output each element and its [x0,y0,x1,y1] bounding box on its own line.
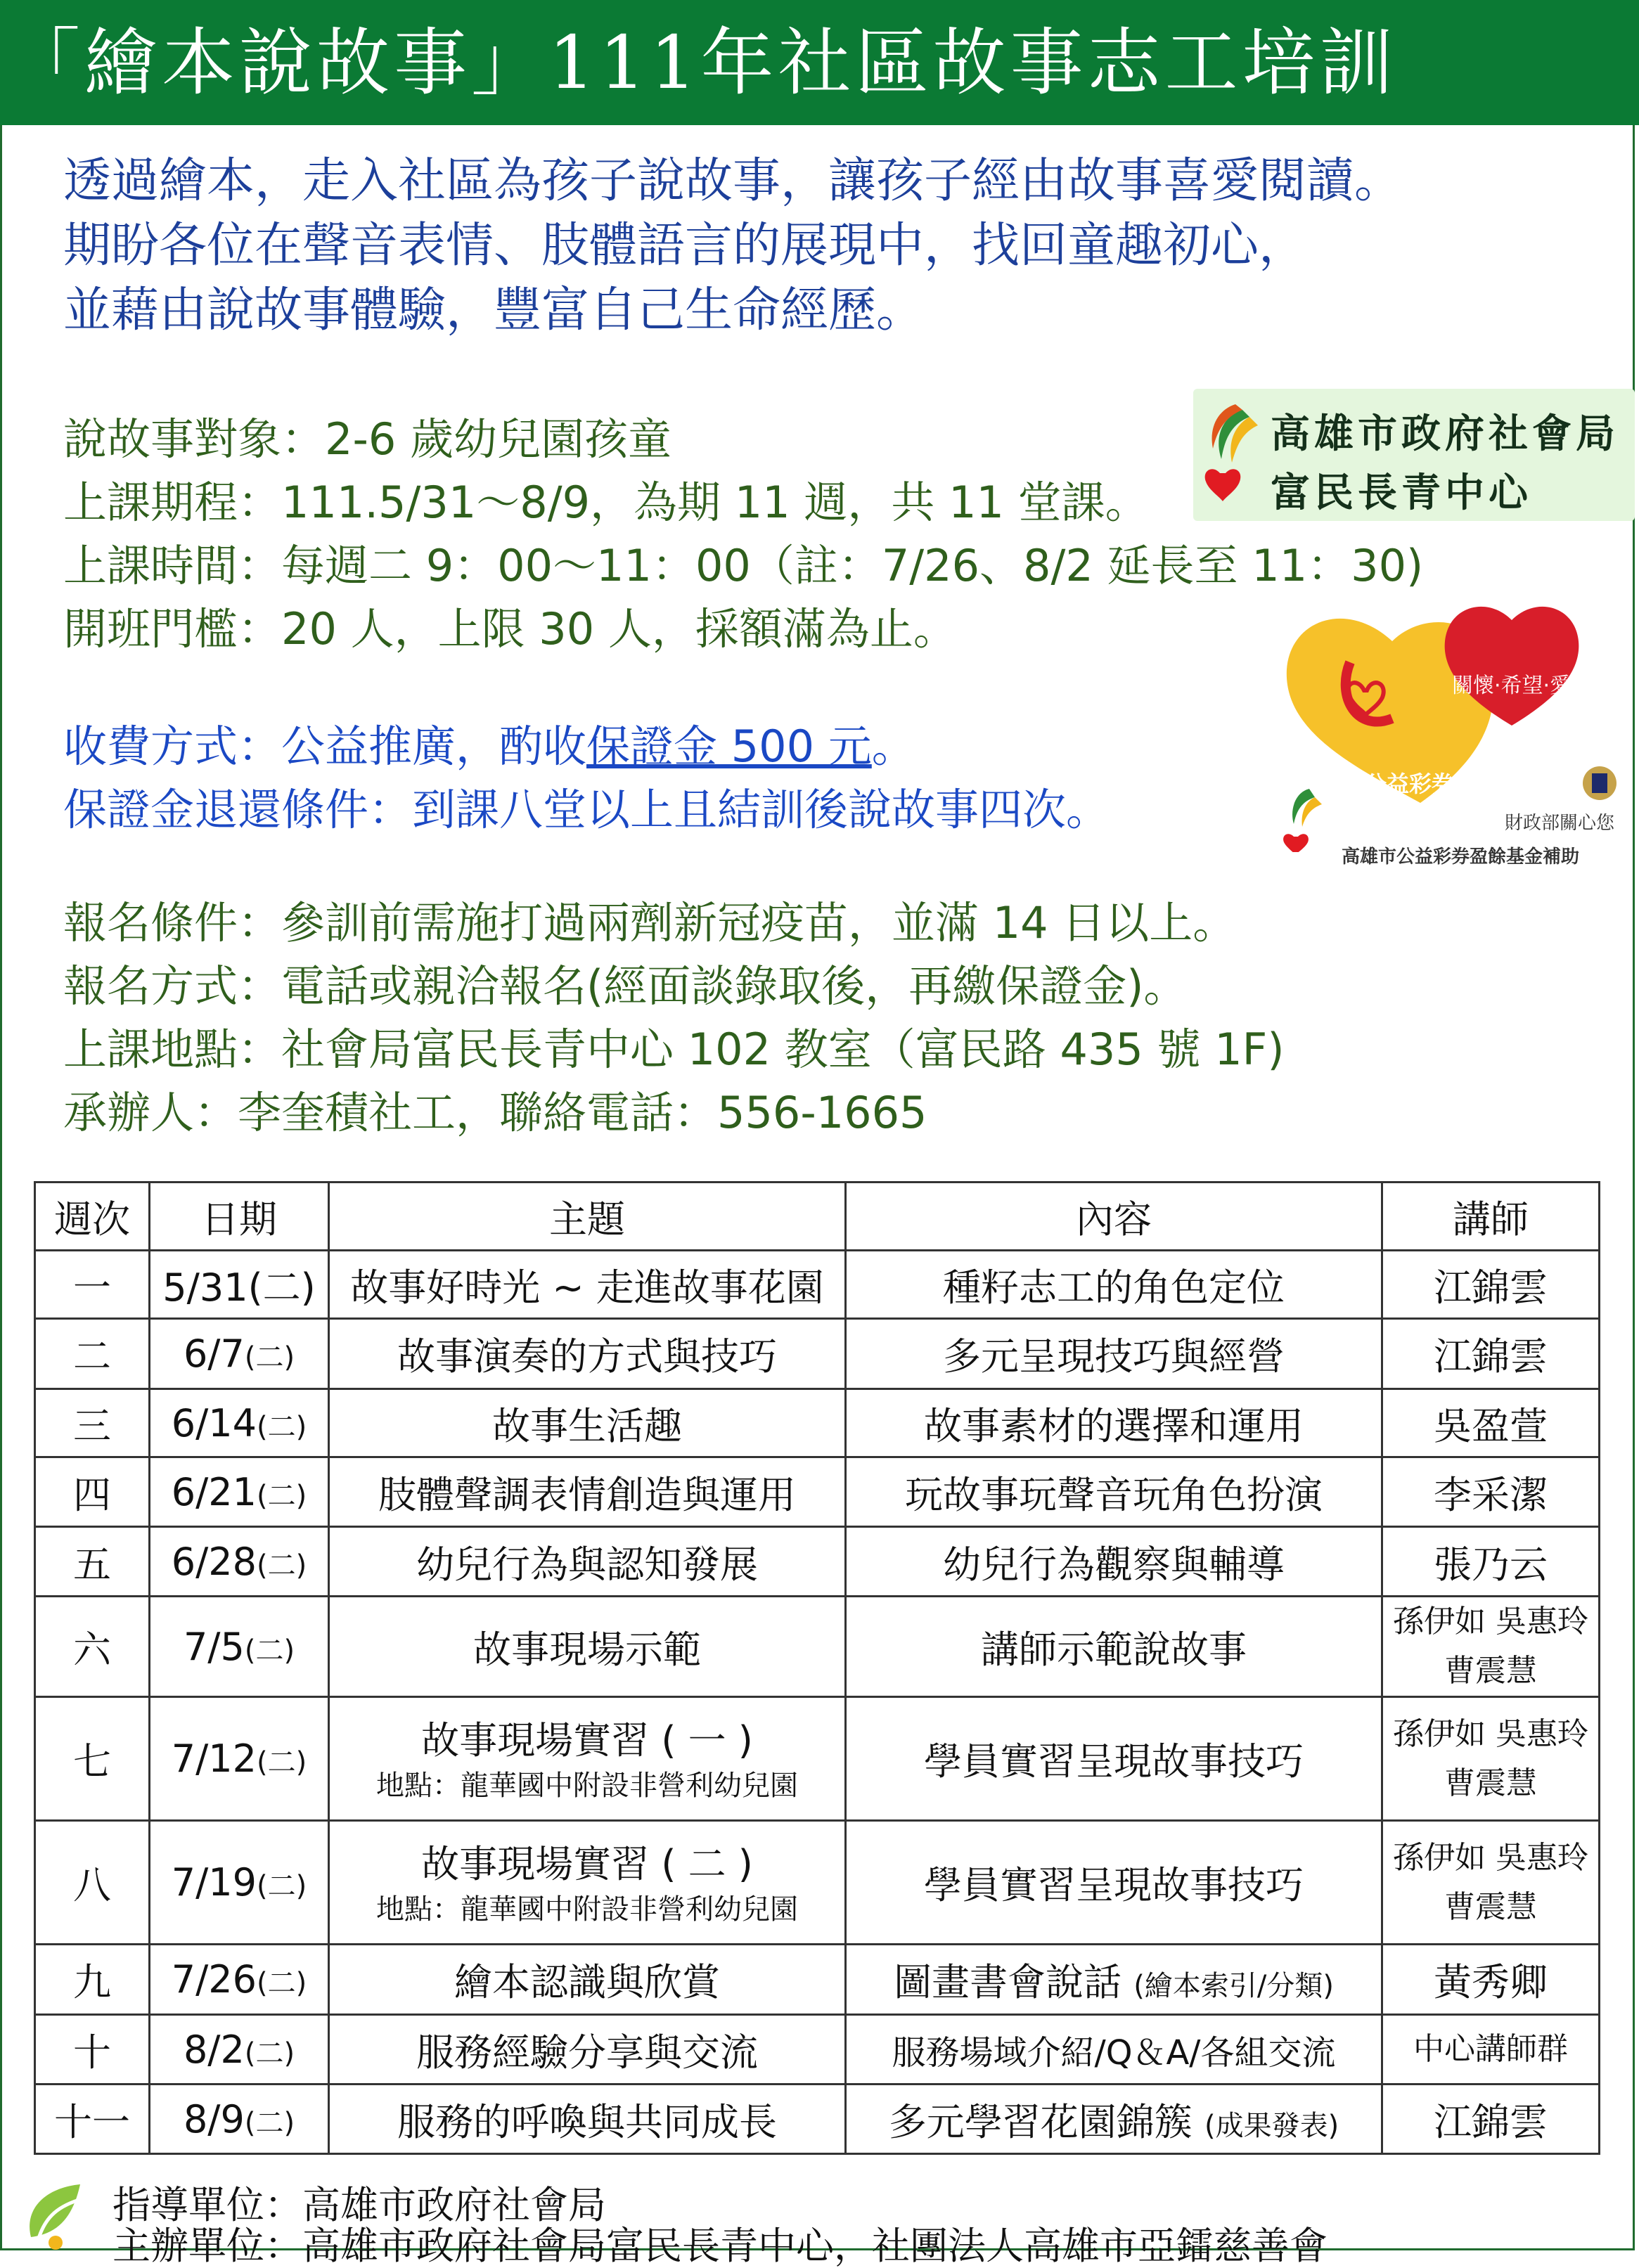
teacher-cell [1382,1697,1600,1821]
teacher-name-2: 曹震慧 [1444,1765,1537,1801]
date-cell [150,1389,329,1457]
org-emblem-icon [1193,389,1271,521]
schedule-table [34,1181,1600,2155]
header-content: 內容 [846,1183,1382,1251]
content-text: 多元呈現技巧與經營 [943,1334,1285,1379]
topic-cell [329,2085,846,2154]
teacher-cell [1382,1597,1600,1697]
date-value: 6/7 [183,1332,245,1376]
content-cell [846,1597,1382,1697]
fee-method: 收費方式：公益推廣，酌收保證金 500 元。 [63,721,915,772]
teacher-cell [1382,1389,1600,1457]
content-note: (繪本索引/分類) [1133,1970,1334,2002]
date-value: 5/31 [162,1265,248,1310]
teacher-name: 江錦雲 [1434,1265,1548,1310]
date-cell [150,1457,329,1527]
weekday-label: (二) [244,2037,295,2070]
registration-method: 報名方式：電話或親洽報名(經面談錄取後，再繳保證金)。 [63,960,1188,1012]
table-row [35,1527,1600,1597]
week-cell: 三 [35,1389,150,1457]
lottery-logo [1280,592,1635,873]
topic-text: 幼兒行為與認知發展 [416,1542,758,1587]
topic-cell [329,1597,846,1697]
weekday-label: (二) [244,1634,295,1667]
date-value: 8/9 [183,2096,245,2141]
content-text: 多元學習花園錦簇 [888,2099,1193,2144]
teacher-cell [1382,1251,1600,1319]
org-name-line2: 富民長青中心 [1271,470,1532,516]
intro-line: 透過繪本，走入社區為孩子說故事，讓孩子經由故事喜愛閱讀。 [63,153,1403,209]
date-cell [150,1251,329,1319]
weekday-label: (二) [248,1265,316,1310]
content-text: 講師示範說故事 [981,1627,1247,1672]
content-cell [846,1389,1382,1457]
teacher-name: 江錦雲 [1434,2099,1548,2144]
week-cell: 六 [35,1597,150,1697]
weekday-label: (二) [257,1410,307,1443]
content-cell [846,1945,1382,2015]
target-audience: 說故事對象：2-6 歲幼兒園孩童 [63,413,671,465]
teacher-cell [1382,1527,1600,1597]
table-row [35,1389,1600,1457]
footer-leaf-icon [17,2174,100,2251]
content-text: 服務場域介紹/Q＆A/各組交流 [892,2032,1336,2073]
teacher-name: 張乃云 [1434,1542,1548,1587]
topic-cell [329,1821,846,1945]
table-row [35,2085,1600,2154]
intro-line: 並藉由說故事體驗，豐富自己生命經歷。 [63,283,925,338]
content-cell [846,1527,1382,1597]
org-name-line1: 高雄市政府社會局 [1271,411,1619,457]
weekday-label: (二) [257,1967,307,1999]
date-value: 6/21 [171,1469,257,1514]
content-note: (成果發表) [1204,2109,1339,2142]
week-cell: 八 [35,1821,150,1945]
topic-cell [329,2015,846,2085]
content-text: 幼兒行為觀察與輔導 [943,1542,1285,1587]
weekday-label: (二) [244,1341,295,1374]
content-cell [846,1457,1382,1527]
class-location: 上課地點：社會局富民長青中心 102 教室（富民路 435 號 1F) [63,1024,1285,1075]
table-row [35,2015,1600,2085]
topic-text: 故事現場實習 ( 一 ) [421,1718,753,1763]
topic-cell [329,1945,846,2015]
class-threshold: 開班門檻：20 人，上限 30 人，採額滿為止。 [63,603,957,655]
course-time: 上課時間：每週二 9：00～11：00（註：7/26、8/2 延長至 11：30) [63,540,1424,591]
weekday-label: (二) [244,2106,295,2139]
date-cell [150,2085,329,2154]
table-row [35,1457,1600,1527]
week-cell: 九 [35,1945,150,2015]
heart-slogan: 關懷·希望·愛 [1452,674,1571,698]
teacher-name-2: 曹震慧 [1444,1653,1537,1689]
fund-emblem-icon [1281,782,1337,852]
week-cell: 五 [35,1527,150,1597]
table-row [35,1319,1600,1389]
content-text: 圖畫書會說話 [894,1960,1122,2004]
topic-text: 故事生活趣 [492,1403,682,1448]
registration-requirement: 報名條件：參訓前需施打過兩劑新冠疫苗，並滿 14 日以上。 [63,897,1237,948]
topic-text: 肢體聲調表情創造與運用 [378,1472,796,1517]
table-row [35,1251,1600,1319]
topic-cell [329,1457,846,1527]
teacher-name: 孫伊如 吳惠玲 [1393,1839,1588,1876]
teacher-name-2: 曹震慧 [1444,1888,1537,1925]
date-value: 7/19 [171,1860,257,1905]
table-row [35,1697,1600,1821]
content-cell [846,1697,1382,1821]
topic-location-note: 地點：龍華國中附設非營利幼兒園 [376,1893,798,1926]
weekday-label: (二) [257,1549,307,1582]
teacher-name: 孫伊如 吳惠玲 [1393,1715,1588,1752]
date-cell [150,1597,329,1697]
date-cell [150,1319,329,1389]
topic-text: 故事好時光 ~ 走進故事花園 [350,1265,824,1310]
topic-location-note: 地點：龍華國中附設非營利幼兒園 [376,1770,798,1802]
date-value: 7/5 [183,1624,245,1669]
week-cell: 二 [35,1319,150,1389]
header-date: 日期 [150,1183,329,1251]
week-cell: 七 [35,1697,150,1821]
week-cell: 四 [35,1457,150,1527]
fund-label: 高雄市公益彩券盈餘基金補助 [1342,846,1580,868]
teacher-name: 江錦雲 [1434,1334,1548,1379]
fee-info [63,715,1110,842]
teacher-cell [1382,1945,1600,2015]
weekday-label: (二) [257,1479,307,1512]
refund-condition: 保證金退還條件：到課八堂以上且結訓後說故事四次。 [63,784,1110,835]
date-cell [150,2015,329,2085]
content-text: 故事素材的選擇和運用 [924,1403,1304,1448]
topic-text: 服務的呼喚與共同成長 [397,2099,777,2144]
topic-cell [329,1389,846,1457]
content-cell [846,2015,1382,2085]
topic-cell [329,1251,846,1319]
table-row [35,1597,1600,1697]
header-teacher: 講師 [1382,1183,1600,1251]
content-cell [846,1251,1382,1319]
topic-cell [329,1697,846,1821]
weekday-label: (二) [257,1870,307,1902]
teacher-cell [1382,1319,1600,1389]
date-cell [150,1821,329,1945]
ministry-label: 財政部關心您 [1505,813,1615,834]
header-week: 週次 [35,1183,150,1251]
teacher-cell [1382,1457,1600,1527]
table-row [35,1945,1600,2015]
week-cell: 一 [35,1251,150,1319]
lottery-label: 公益彩券 [1364,771,1455,797]
teacher-name: 吳盈萱 [1434,1403,1548,1448]
content-cell [846,2085,1382,2154]
host-unit: 主辦單位：高雄市政府社會局富民長青中心，社團法人高雄市亞鐳慈善會 [113,2224,1328,2268]
topic-cell [329,1319,846,1389]
ministry-emblem-icon [1582,762,1617,804]
teacher-cell [1382,2085,1600,2154]
topic-text: 故事現場示範 [473,1627,701,1672]
topic-text: 服務經驗分享與交流 [416,2030,758,2075]
date-value: 7/26 [171,1957,257,2002]
weekday-label: (二) [257,1746,307,1779]
topic-text: 故事現場實習 ( 二 ) [421,1842,753,1886]
table-header-row [35,1183,1600,1251]
intro-paragraph [63,149,1402,343]
date-cell [150,1697,329,1821]
content-text: 學員實習呈現故事技巧 [924,1863,1304,1907]
date-cell [150,1945,329,2015]
teacher-name: 李采潔 [1434,1472,1548,1517]
teacher-name: 中心講師群 [1413,2031,1568,2067]
date-value: 7/12 [171,1737,257,1781]
guiding-unit: 指導單位：高雄市政府社會局 [113,2183,606,2227]
deposit-amount: 保證金 500 元 [586,721,872,772]
registration-info [63,891,1285,1145]
content-cell [846,1319,1382,1389]
week-cell: 十 [35,2015,150,2085]
topic-text: 故事演奏的方式與技巧 [397,1334,777,1379]
topic-cell [329,1527,846,1597]
course-schedule: 上課期程：111.5/31～8/9，為期 11 週，共 11 堂課。 [63,477,1149,528]
intro-line: 期盼各位在聲音表情、肢體語言的展現中，找回童趣初心， [63,218,1307,273]
date-value: 8/2 [183,2027,245,2072]
header-topic: 主題 [329,1183,846,1251]
content-text: 學員實習呈現故事技巧 [924,1739,1304,1784]
content-text: 玩故事玩聲音玩角色扮演 [905,1472,1323,1517]
contact-person: 承辦人：李奎積社工，聯絡電話：556-1665 [63,1087,927,1138]
teacher-cell [1382,2015,1600,2085]
teacher-name: 黃秀卿 [1434,1960,1548,2004]
page-title: 「繪本說故事」111年社區故事志工培訓 [0,0,1639,125]
date-cell [150,1527,329,1597]
teacher-cell [1382,1821,1600,1945]
teacher-name: 孫伊如 吳惠玲 [1393,1604,1588,1639]
week-cell: 十一 [35,2085,150,2154]
date-value: 6/14 [171,1400,257,1445]
date-value: 6/28 [171,1539,257,1584]
content-cell [846,1821,1382,1945]
content-text: 種籽志工的角色定位 [943,1265,1285,1310]
topic-text: 繪本認識與欣賞 [454,1960,720,2004]
table-row [35,1821,1600,1945]
org-logo [1193,389,1635,521]
